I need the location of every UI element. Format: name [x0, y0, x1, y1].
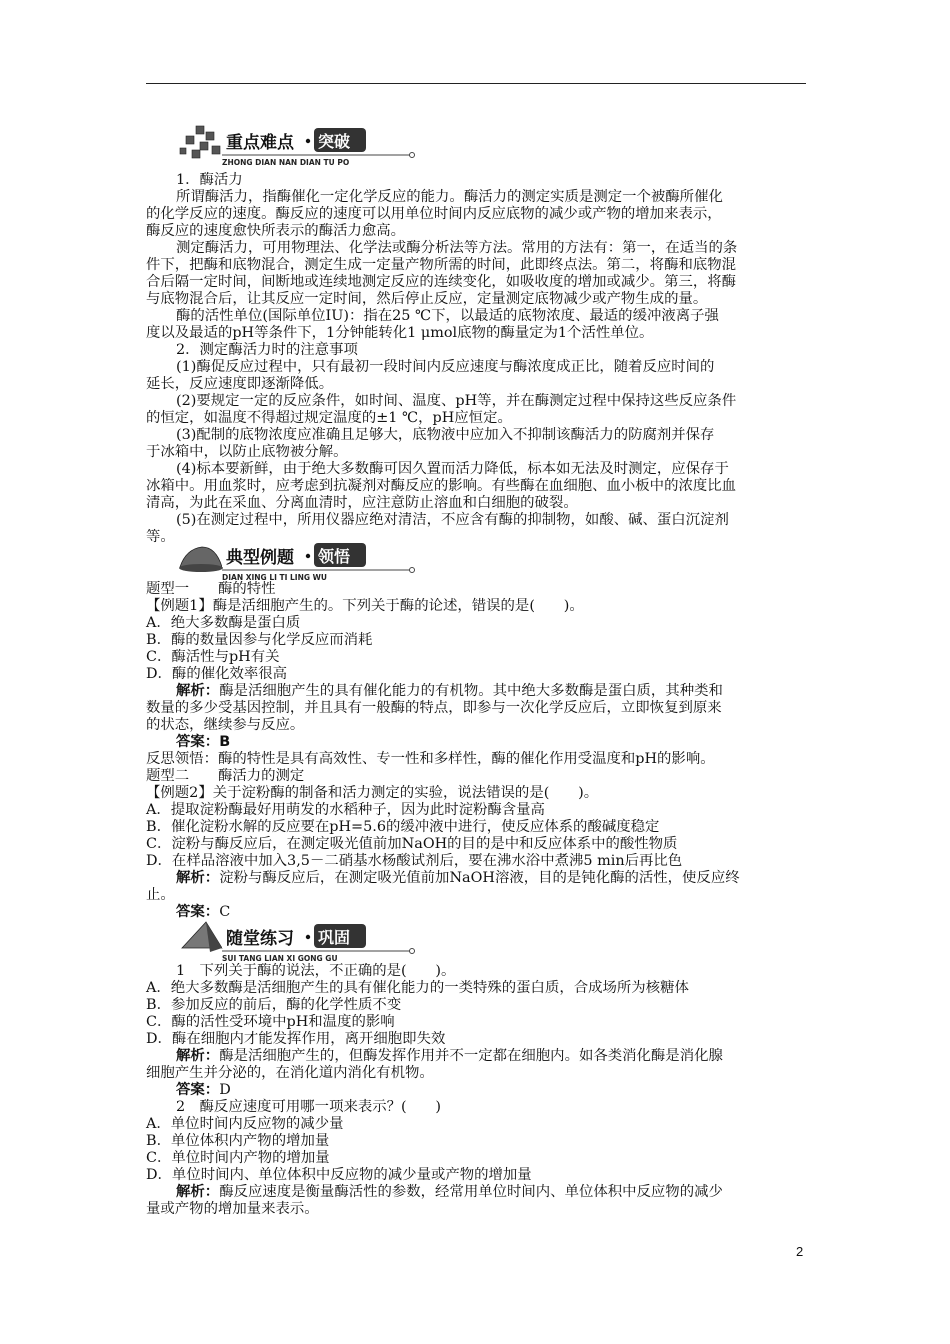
section-title-key-points-accent: 突破 — [318, 132, 351, 151]
paragraph-line: (4)标本要新鲜，由于绝大多数酶可因久置而活力降低，标本如无法及时测定，应保存于 — [176, 461, 729, 477]
section-pinyin-key-points: ZHONG DIAN NAN DIAN TU PO — [222, 158, 350, 167]
paragraph-line: (3)配制的底物浓度应准确且足够大，底物液中应加入不抑制该酶活力的防腐剂并保存 — [176, 427, 715, 443]
example-1-option-b: B．酶的数量因参与化学反应而消耗 — [146, 632, 373, 648]
paragraph-line: (2)要规定一定的反应条件，如时间、温度、pH等，并在酶测定过程中保持这些反应条件 — [176, 393, 737, 409]
practice-1-option-b: B．参加反应的前后，酶的化学性质不变 — [146, 997, 402, 1013]
practice-2-option-a: A．单位时间内反应物的减少量 — [146, 1116, 344, 1132]
analysis-label: 解析： — [176, 1184, 220, 1200]
example-2-option-b: B．催化淀粉水解的反应要在pH=5.6的缓冲液中进行，使反应体系的酸碱度稳定 — [146, 819, 660, 835]
practice-2-question: 2 酶反应速度可用哪一项来表示？( ) — [176, 1099, 442, 1115]
example-2-option-a: A．提取淀粉酶最好用萌发的水稻种子，因为此时淀粉酶含量高 — [146, 802, 545, 818]
paragraph-line: 等。 — [146, 529, 175, 545]
practice-1-option-d: D．酶在细胞内才能发挥作用，离开细胞即失效 — [146, 1031, 446, 1047]
cubes-icon — [176, 122, 416, 168]
section-title-examples: 典型例题 — [226, 548, 294, 568]
practice-2-option-d: D．单位时间内、单位体积中反应物的减少量或产物的增加量 — [146, 1167, 532, 1183]
header-rule — [146, 83, 806, 84]
pyramid-icon — [176, 918, 416, 964]
answer-label: 答案： — [176, 734, 220, 750]
paragraph-line: 清高，为此在采血、分离血清时，应注意防止溶血和白细胞的破裂。 — [146, 495, 578, 511]
paragraph-line: 酶反应的速度愈快所表示的酶活力愈高。 — [146, 223, 406, 239]
example-1-analysis: 解析：酶是活细胞产生的具有催化能力的有机物。其中绝大多数酶是蛋白质，其种类和 — [176, 683, 723, 699]
example-1-answer: 答案：B — [176, 734, 231, 750]
example-2-question: 【例题2】关于淀粉酶的制备和活力测定的实验，说法错误的是( )。 — [146, 785, 599, 801]
section-title-key-points: 重点难点 — [226, 133, 294, 153]
paragraph-line: 合后隔一定时间，间断地或连续地测定反应的连续变化，如吸收度的增加或减少。第三，将酶 — [146, 274, 737, 290]
paragraph-line: (5)在测定过程中，所用仪器应绝对清洁，不应含有酶的抑制物，如酸、碱、蛋白沉淀剂 — [176, 512, 729, 528]
page-number: 2 — [796, 1244, 804, 1259]
section-banner-practice — [176, 918, 416, 964]
section-pinyin-practice: SUI TANG LIAN XI GONG GU — [222, 954, 338, 963]
paragraph-line: 的化学反应的速度。酶反应的速度可以用单位时间内反应底物的减少或产物的增加来表示， — [146, 206, 722, 222]
example-1-option-c: C．酶活性与pH有关 — [146, 649, 280, 665]
paragraph-line: 冰箱中。用血浆时，应考虑到抗凝剂对酶反应的影响。有些酶在血细胞、血小板中的浓度比血 — [146, 478, 737, 494]
section-title-practice: 随堂练习 — [226, 929, 294, 949]
question-type-2: 题型二 酶活力的测定 — [146, 768, 305, 784]
paragraph-line: 细胞产生并分泌的，在消化道内消化有机物。 — [146, 1065, 434, 1081]
paragraph-line: 数量的多少受基因控制，并且具有一般酶的特点，即参与一次化学反应后，立即恢复到原来 — [146, 700, 722, 716]
answer-label: 答案： — [176, 904, 220, 920]
section-pinyin-examples: DIAN XING LI TI LING WU — [222, 573, 327, 582]
section-title-practice-accent: 巩固 — [318, 928, 351, 947]
example-2-option-d: D．在样品溶液中加入3,5－二硝基水杨酸试剂后，要在沸水浴中煮沸5 min后再比色 — [146, 853, 683, 869]
example-2-analysis: 解析：淀粉与酶反应后，在测定吸光值前加NaOH溶液，目的是钝化酶的活性，使反应终 — [176, 870, 740, 886]
practice-2-option-c: C．单位时间内产物的增加量 — [146, 1150, 330, 1166]
practice-1-option-a: A．绝大多数酶是活细胞产生的具有催化能力的一类特殊的蛋白质，合成场所为核糖体 — [146, 980, 689, 996]
paragraph-line: 与底物混合后，让其反应一定时间，然后停止反应，定量测定底物减少或产物生成的量。 — [146, 291, 708, 307]
section-title-examples-accent: 领悟 — [318, 547, 351, 566]
example-1-option-a: A．绝大多数酶是蛋白质 — [146, 615, 301, 631]
paragraph-line: 酶的活性单位(国际单位IU)：指在25 ℃下，以最适的底物浓度、最适的缓冲液离子强 — [176, 308, 719, 324]
example-1-question: 【例题1】酶是活细胞产生的。下列关于酶的论述，错误的是( )。 — [146, 598, 584, 614]
heading-precautions: 2．测定酶活力时的注意事项 — [176, 342, 358, 358]
paragraph-line: 止。 — [146, 887, 175, 903]
paragraph-line: 的恒定，如温度不得超过规定温度的±1 ℃，pH应恒定。 — [146, 410, 512, 426]
practice-1-analysis: 解析：酶是活细胞产生的，但酶发挥作用并不一定都在细胞内。如各类消化酶是消化腺 — [176, 1048, 723, 1064]
analysis-label: 解析： — [176, 683, 220, 699]
paragraph-line: 度以及最适的pH等条件下，1分钟能转化1 μmol底物的酶量定为1个活性单位。 — [146, 325, 654, 341]
paragraph-line: 所谓酶活力，指酶催化一定化学反应的能力。酶活力的测定实质是测定一个被酶所催化 — [176, 189, 723, 205]
practice-1-answer: 答案：D — [176, 1082, 231, 1098]
example-2-option-c: C．淀粉与酶反应后，在测定吸光值前加NaOH的目的是中和反应体系中的酸性物质 — [146, 836, 678, 852]
practice-1-option-c: C．酶的活性受环境中pH和温度的影响 — [146, 1014, 395, 1030]
paragraph-line: 于冰箱中，以防止底物被分解。 — [146, 444, 348, 460]
paragraph-line: 测定酶活力，可用物理法、化学法或酶分析法等方法。常用的方法有：第一，在适当的条 — [176, 240, 738, 256]
question-type-1: 题型一 酶的特性 — [146, 581, 276, 597]
analysis-label: 解析： — [176, 870, 220, 886]
section-banner-examples — [176, 537, 416, 583]
paragraph-line: 量或产物的增加量来表示。 — [146, 1201, 319, 1217]
example-1-option-d: D．酶的催化效率很高 — [146, 666, 288, 682]
reflection: 反思领悟：酶的特性是具有高效性、专一性和多样性，酶的催化作用受温度和pH的影响。 — [146, 751, 715, 767]
paragraph-line: 的状态，继续参与反应。 — [146, 717, 305, 733]
heading-enzyme-activity: 1．酶活力 — [176, 172, 243, 188]
answer-label: 答案： — [176, 1082, 220, 1098]
section-banner-key-points — [176, 122, 416, 168]
paragraph-line: 延长，反应速度即逐渐降低。 — [146, 376, 334, 392]
paragraph-line: (1)酶促反应过程中，只有最初一段时间内反应速度与酶浓度成正比，随着反应时间的 — [176, 359, 715, 375]
practice-2-analysis: 解析：酶反应速度是衡量酶活性的参数，经常用单位时间内、单位体积中反应物的减少 — [176, 1184, 723, 1200]
practice-2-option-b: B．单位体积内产物的增加量 — [146, 1133, 330, 1149]
practice-1-question: 1 下列关于酶的说法，不正确的是( )。 — [176, 963, 456, 979]
paragraph-line: 件下，把酶和底物混合，测定生成一定量产物所需的时间，此即终点法。第二，将酶和底物混 — [146, 257, 737, 273]
analysis-label: 解析： — [176, 1048, 220, 1064]
example-2-answer: 答案：C — [176, 904, 231, 920]
flask-icon — [176, 537, 416, 583]
